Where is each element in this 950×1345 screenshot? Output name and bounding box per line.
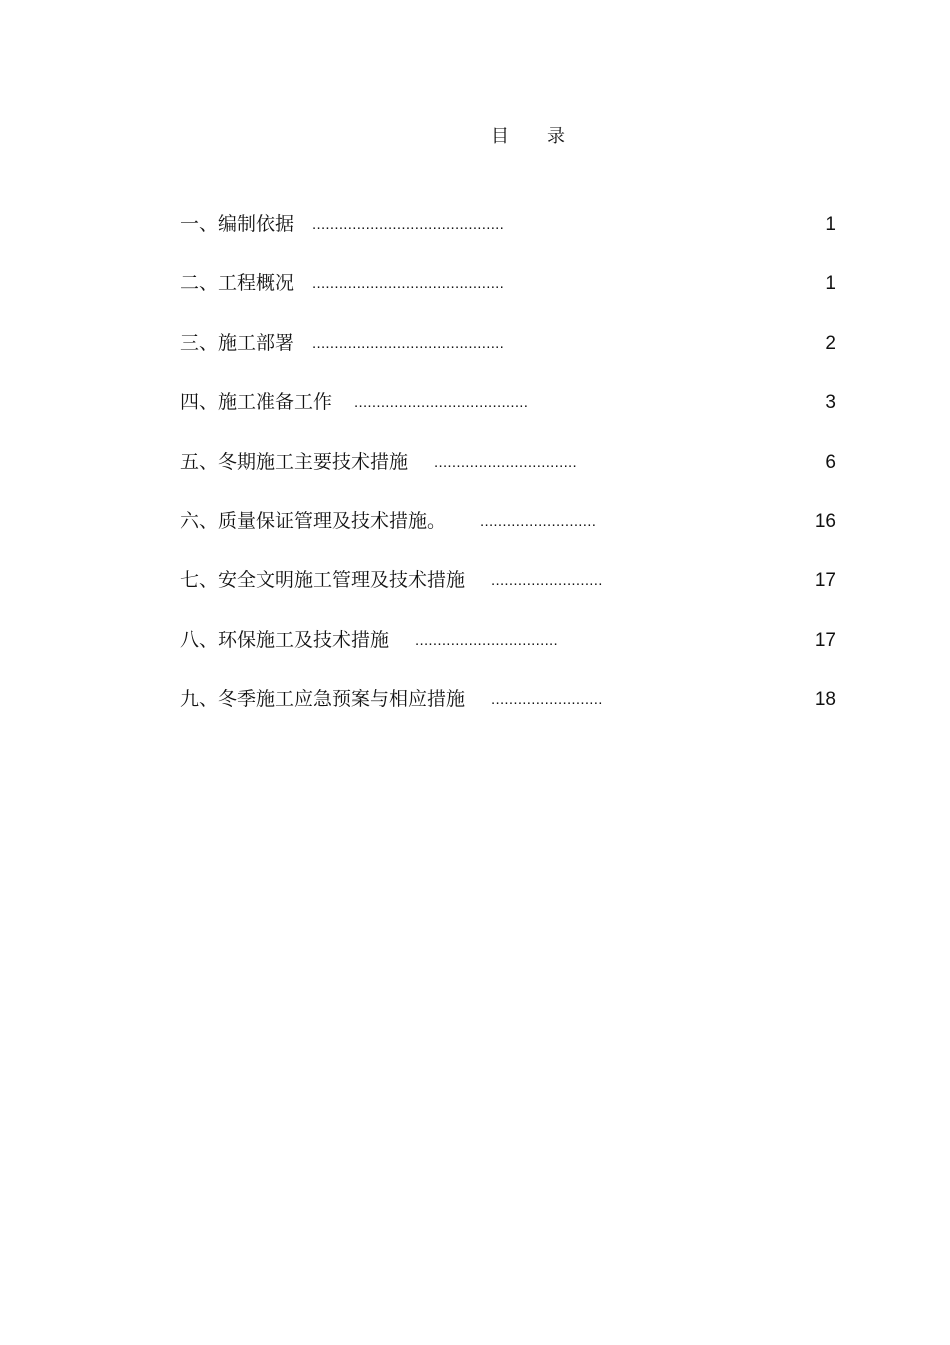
toc-entry-leader: ................................ [434,453,577,471]
toc-list [180,210,836,745]
toc-entry-page: 17 [814,570,836,592]
toc-entry[interactable] [180,329,836,388]
toc-entry-page: 18 [814,689,836,711]
toc-entry-page: 1 [825,273,836,295]
toc-entry-page: 3 [825,392,836,414]
toc-title [0,122,950,148]
toc-entry[interactable] [180,626,836,685]
toc-entry-page: 6 [825,451,836,473]
toc-entry-leader: ........................................... [312,334,505,352]
toc-entry-page: 2 [825,332,836,354]
toc-entry-page: 17 [814,629,836,651]
toc-entry-label: 三、施工部署 [180,331,295,354]
toc-entry-label: 一、编制依据 [180,213,295,235]
toc-title-char-2: 录 [547,126,565,147]
toc-entry[interactable] [180,388,836,447]
toc-entry[interactable] [180,507,836,566]
toc-entry-leader: ......................... [491,691,603,709]
toc-entry-leader: ................................ [415,631,558,649]
toc-entry-leader: ....................................... [354,394,529,412]
toc-entry[interactable] [180,448,836,507]
toc-entry[interactable] [180,685,836,744]
toc-entry-label: 八、环保施工及技术措施 [180,628,390,651]
toc-entry-label: 七、安全文明施工管理及技术措施 [180,569,466,592]
toc-entry-page: 1 [825,214,836,235]
toc-entry[interactable] [180,566,836,625]
toc-entry-leader: .......................... [480,512,597,530]
toc-entry-label: 二、工程概况 [180,272,295,295]
toc-entry-leader: ........................................... [312,275,505,293]
toc-title-char-1: 目 [491,126,509,147]
toc-entry-leader: ........................................... [312,216,505,233]
toc-entry-label: 四、施工准备工作 [180,391,333,414]
toc-entry-label: 五、冬期施工主要技术措施 [180,450,409,473]
toc-entry-leader: ......................... [491,572,603,590]
toc-entry-label: 九、冬季施工应急预案与相应措施 [180,688,466,711]
toc-entry-page: 16 [814,510,836,532]
toc-entry[interactable] [180,210,836,269]
toc-entry[interactable] [180,269,836,328]
toc-entry-label: 六、质量保证管理及技术措施。 [180,509,447,532]
